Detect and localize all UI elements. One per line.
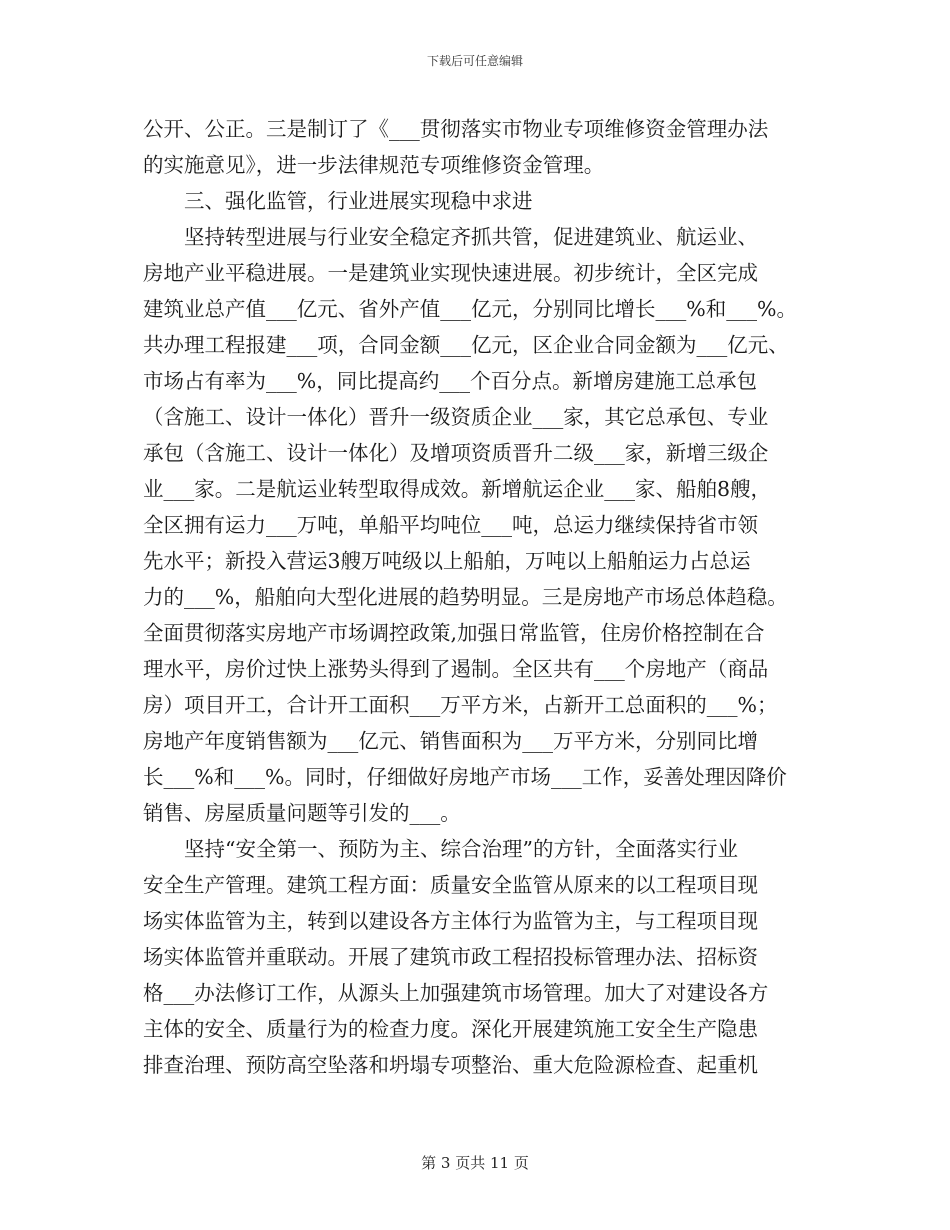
text-line: 排查治理、预防高空坠落和坍塌专项整治、重大危险源检查、起重机	[143, 1053, 758, 1077]
text-line: 先水平；新投入营运3艘万吨级以上船舶，万吨以上船舶运力占总运	[143, 549, 751, 573]
text-line: 公开、公正。三是制订了《___贯彻落实市物业专项维修资金管理办法	[143, 117, 769, 141]
text-line: 场实体监管并重联动。开展了建筑市政工程招投标管理办法、招标资	[143, 945, 758, 969]
text-line: 坚持“安全第一、预防为主、综合治理”的方针，全面落实行业	[143, 837, 738, 861]
text-line: 全面贯彻落实房地产市场调控政策,加强日常监管，住房价格控制在合	[143, 621, 765, 645]
text-line: 全区拥有运力___万吨，单船平均吨位___吨，总运力继续保持省市领	[143, 513, 758, 537]
document-body	[143, 111, 808, 1083]
text-line: 长___%和___%。同时，仔细做好房地产市场___工作，妥善处理因降价	[143, 765, 787, 789]
page-number: 第 3 页共 11 页	[421, 1154, 529, 1172]
text-line: （含施工、设计一体化）晋升一级资质企业___家，其它总承包、专业	[143, 405, 769, 429]
text-line: 力的___%，船舶向大型化进展的趋势明显。三是房地产市场总体趋稳。	[143, 585, 788, 609]
text-line: 房）项目开工，合计开工面积___万平方米，占新开工总面积的___%；	[143, 693, 778, 717]
text-line: 房地产年度销售额为___亿元、销售面积为___万平方米，分别同比增	[143, 729, 758, 753]
section-heading: 三、强化监管，行业进展实现稳中求进	[143, 189, 533, 213]
text-line: 格___办法修订工作，从源头上加强建筑市场管理。加大了对建设各方	[143, 981, 769, 1005]
text-line: 理水平，房价过快上涨势头得到了遏制。全区共有___个房地产（商品	[143, 657, 769, 681]
text-line: 市场占有率为___%，同比提高约___个百分点。新增房建施工总承包	[143, 369, 757, 393]
text-line: 业___家。二是航运业转型取得成效。新增航运企业___家、船舶8艘，	[143, 477, 772, 501]
text-line: 场实体监管为主，转到以建设各方主体行为监管为主，与工程项目现	[143, 909, 758, 933]
text-line: 共办理工程报建___项，合同金额___亿元，区企业合同金额为___亿元、	[143, 333, 789, 357]
text-line: 坚持转型进展与行业安全稳定齐抓共管，促进建筑业、航运业、	[143, 225, 758, 249]
text-line: 承包（含施工、设计一体化）及增项资质晋升二级___家，新增三级企	[143, 441, 769, 465]
text-line: 主体的安全、质量行为的检查力度。深化开展建筑施工安全生产隐患	[143, 1017, 758, 1041]
page-header: 下载后可任意编辑	[426, 54, 523, 68]
text-line: 销售、房屋质量问题等引发的___。	[143, 801, 461, 825]
text-line: 的实施意见》，进一步法律规范专项维修资金管理。	[143, 153, 605, 177]
text-line: 安全生产管理。建筑工程方面：质量安全监管从原来的以工程项目现	[143, 873, 758, 897]
text-line: 房地产业平稳进展。一是建筑业实现快速进展。初步统计，全区完成	[143, 261, 758, 285]
text-line: 建筑业总产值___亿元、省外产值___亿元，分别同比增长___%和___%。	[143, 297, 797, 321]
